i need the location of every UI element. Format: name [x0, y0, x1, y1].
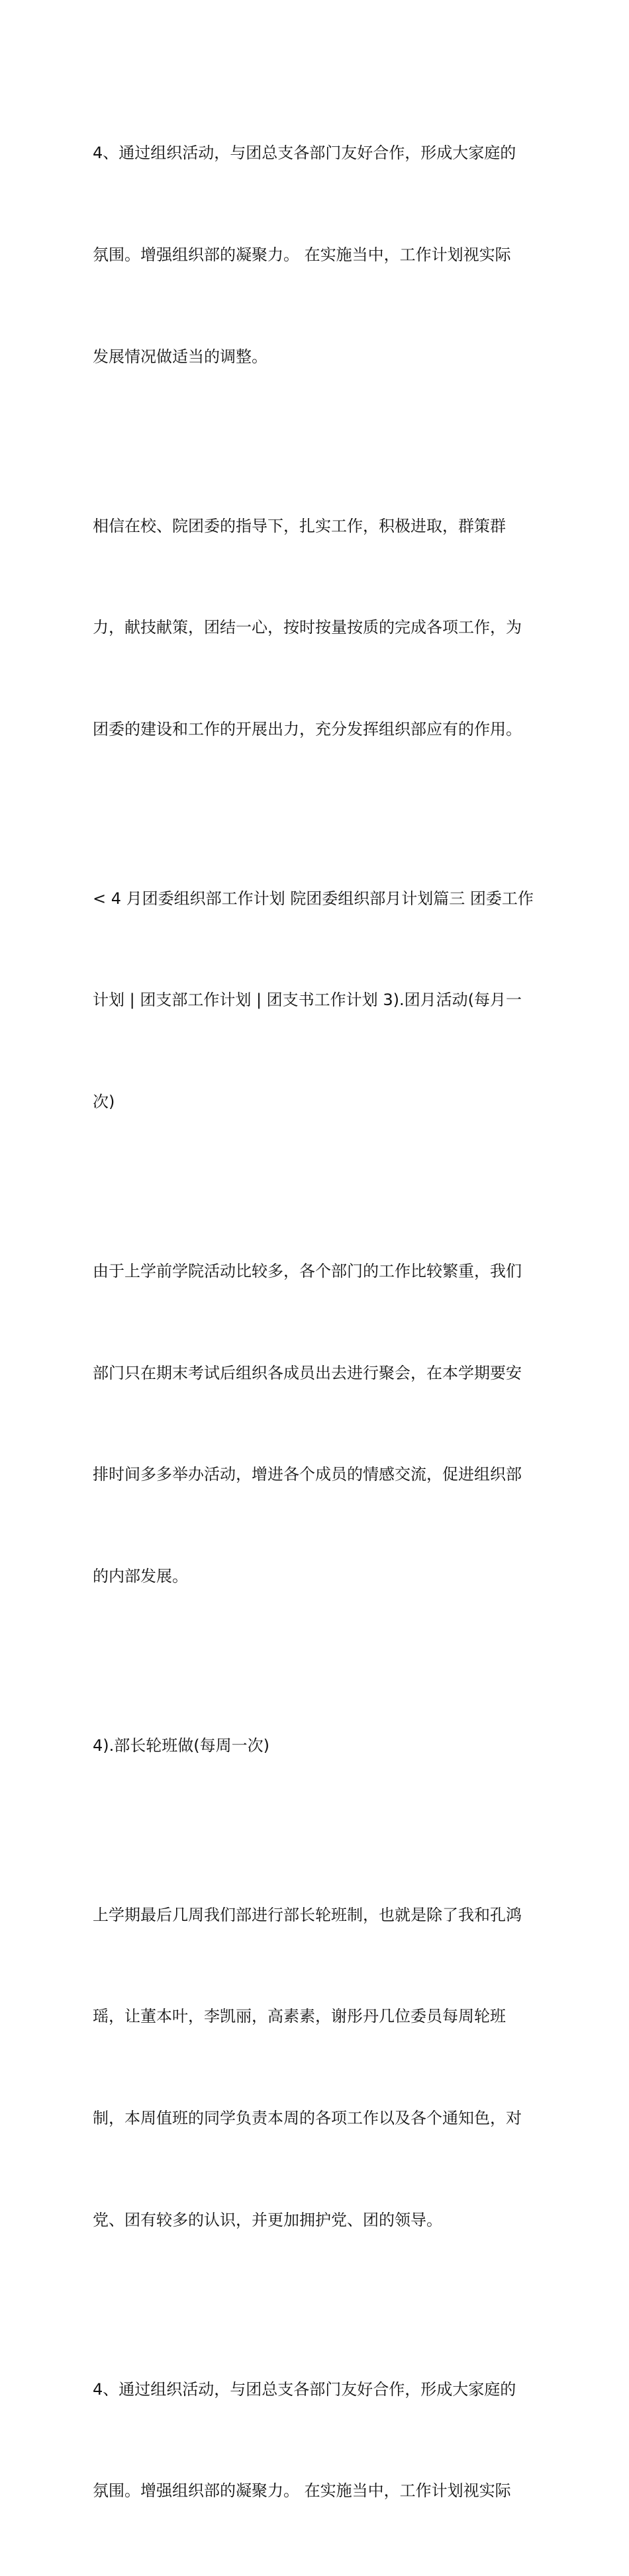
paragraph-2: [93, 441, 538, 814]
paragraph-line: 氛围。增强组织部的凝聚力。 在实施当中，工作计划视实际: [93, 2481, 511, 2501]
paragraph-line: 团委的建设和工作的开展出力，充分发挥组织部应有的作用。: [93, 719, 522, 738]
paragraph-line: 相信在校、院团委的指导下，扎实工作，积极进取，群策群: [93, 516, 506, 535]
paragraph-line: 的内部发展。: [93, 1566, 188, 1585]
paragraph-7: [93, 2305, 538, 2576]
paragraph-line: 氛围。增强组织部的凝聚力。 在实施当中，工作计划视实际: [93, 245, 511, 264]
paragraph-line: 瑶，让董本叶，李凯丽，高素素，谢彤丹几位委员每周轮班: [93, 2007, 506, 2026]
paragraph-line: 部门只在期末考试后组织各成员出去进行聚会，在本学期要安: [93, 1363, 522, 1382]
paragraph-4: [93, 1187, 538, 1662]
paragraph-1: [93, 69, 538, 441]
paragraph-line: 发展情况做适当的调整。: [93, 347, 267, 366]
document-body: [93, 69, 538, 2576]
paragraph-line: 由于上学前学院活动比较多，各个部门的工作比较繁重，我们: [93, 1261, 522, 1280]
paragraph-line: 排时间多多举办活动，增进各个成员的情感交流，促进组织部: [93, 1465, 522, 1484]
paragraph-line: 力，献技献策，团结一心，按时按量按质的完成各项工作，为: [93, 618, 522, 637]
paragraph-line: 计划 | 团支部工作计划 | 团支书工作计划 3).团月活动(每月一: [93, 991, 522, 1010]
paragraph-line: 4).部长轮班做(每周一次): [93, 1736, 269, 1755]
paragraph-line: 制，本周值班的同学负责本周的各项工作以及各个通知色，对: [93, 2108, 522, 2127]
paragraph-6: [93, 1830, 538, 2305]
paragraph-line: 4、通过组织活动，与团总支各部门友好合作，形成大家庭的: [93, 144, 516, 163]
paragraph-line: 4、通过组织活动，与团总支各部门友好合作，形成大家庭的: [93, 2379, 516, 2399]
paragraph-5: [93, 1661, 538, 1830]
paragraph-line: 上学期最后几周我们部进行部长轮班制，也就是除了我和孔鸿: [93, 1905, 522, 1924]
paragraph-line: 党、团有较多的认识，并更加拥护党、团的领导。: [93, 2210, 442, 2229]
paragraph-line: < 4 月团委组织部工作计划 院团委组织部月计划篇三 团委工作: [93, 889, 534, 908]
paragraph-line: 次): [93, 1092, 115, 1111]
paragraph-3: [93, 814, 538, 1186]
